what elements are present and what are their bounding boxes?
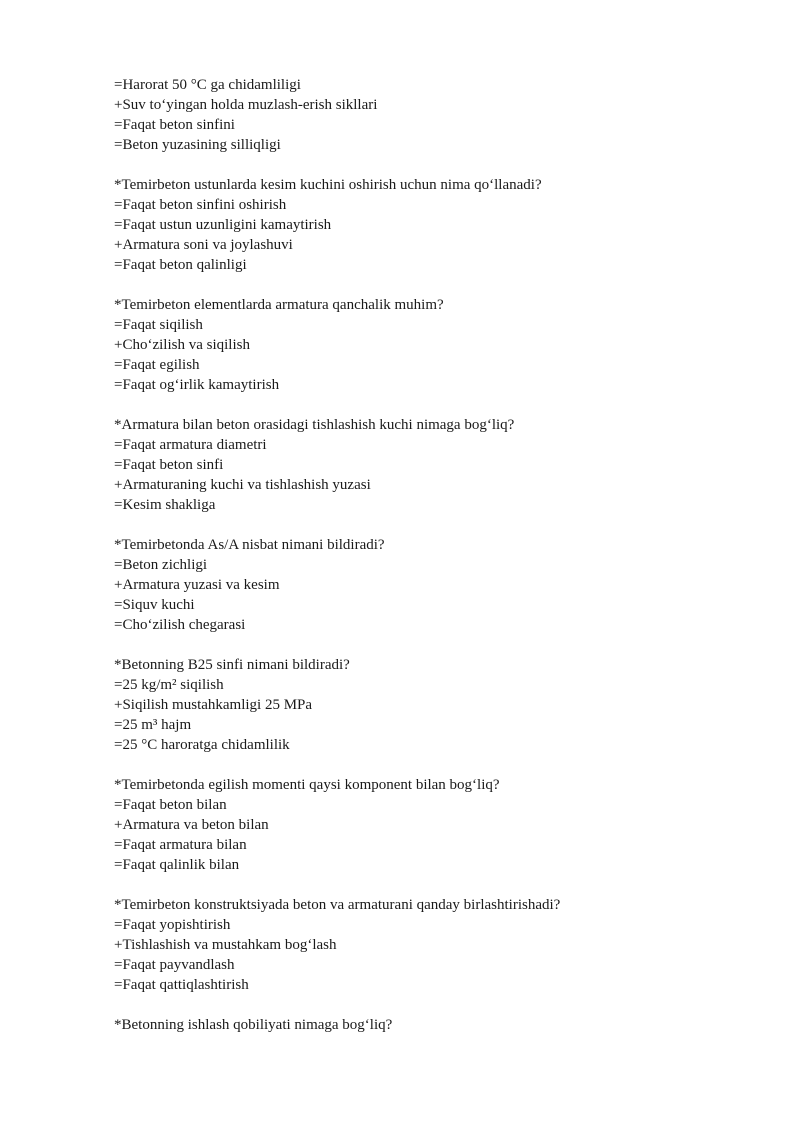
answer-option: =Faqat payvandlash xyxy=(114,957,235,973)
question-text: *Armatura bilan beton orasidagi tishlashish kuchi nimaga bog‘liq? xyxy=(114,417,515,433)
answer-option: =Faqat siqilish xyxy=(114,317,203,333)
answer-option: =Faqat beton sinfi xyxy=(114,457,224,473)
answer-option: =25 °C haroratga chidamlilik xyxy=(114,737,290,753)
answer-option: =Faqat qattiqlashtirish xyxy=(114,977,249,993)
question-text: *Betonning ishlash qobiliyati nimaga bog‘liq? xyxy=(114,1017,393,1033)
blank-line xyxy=(114,515,754,535)
answer-option: =Faqat beton bilan xyxy=(114,797,227,813)
answer-option-correct: +Armatura soni va joylashuvi xyxy=(114,237,293,253)
answer-option: =Cho‘zilish chegarasi xyxy=(114,617,246,633)
answer-option: =Beton yuzasining silliqligi xyxy=(114,137,281,153)
answer-option: =Faqat ustun uzunligini kamaytirish xyxy=(114,217,332,233)
answer-option: =Kesim shakliga xyxy=(114,497,216,513)
question-text: *Temirbeton konstruktsiyada beton va armaturani qanday birlashtirishadi? xyxy=(114,897,561,913)
question-text: *Temirbeton ustunlarda kesim kuchini oshirish uchun nima qo‘llanadi? xyxy=(114,177,542,193)
question-text: *Temirbetonda egilish momenti qaysi komponent bilan bog‘liq? xyxy=(114,777,500,793)
document-page xyxy=(114,75,754,1035)
answer-option: =Faqat armatura bilan xyxy=(114,837,247,853)
blank-line xyxy=(114,995,754,1015)
answer-option-correct: +Cho‘zilish va siqilish xyxy=(114,337,250,353)
answer-option-correct: +Armaturaning kuchi va tishlashish yuzasi xyxy=(114,477,371,493)
blank-line xyxy=(114,155,754,175)
answer-option: =Faqat og‘irlik kamaytirish xyxy=(114,377,280,393)
answer-option-correct: +Suv to‘yingan holda muzlash-erish sikllari xyxy=(114,97,378,113)
answer-option: =Siquv kuchi xyxy=(114,597,195,613)
blank-line xyxy=(114,875,754,895)
question-text: *Temirbeton elementlarda armatura qanchalik muhim? xyxy=(114,297,444,313)
answer-option: =Faqat egilish xyxy=(114,357,200,373)
answer-option: =25 m³ hajm xyxy=(114,717,192,733)
answer-option-correct: +Armatura va beton bilan xyxy=(114,817,269,833)
answer-option-correct: +Armatura yuzasi va kesim xyxy=(114,577,280,593)
answer-option: =25 kg/m² siqilish xyxy=(114,677,224,693)
answer-option: =Faqat beton qalinligi xyxy=(114,257,247,273)
blank-line xyxy=(114,275,754,295)
answer-option: =Faqat qalinlik bilan xyxy=(114,857,240,873)
answer-option: =Faqat beton sinfini xyxy=(114,117,235,133)
answer-option: =Faqat armatura diametri xyxy=(114,437,267,453)
blank-line xyxy=(114,635,754,655)
answer-option-correct: +Tishlashish va mustahkam bog‘lash xyxy=(114,937,337,953)
answer-option: =Faqat beton sinfini oshirish xyxy=(114,197,287,213)
blank-line xyxy=(114,755,754,775)
question-text: *Temirbetonda As/A nisbat nimani bildiradi? xyxy=(114,537,385,553)
answer-option: =Faqat yopishtirish xyxy=(114,917,231,933)
answer-option-correct: +Siqilish mustahkamligi 25 MPa xyxy=(114,697,313,713)
question-text: *Betonning B25 sinfi nimani bildiradi? xyxy=(114,657,350,673)
answer-option: =Harorat 50 °C ga chidamliligi xyxy=(114,77,301,93)
blank-line xyxy=(114,395,754,415)
answer-option: =Beton zichligi xyxy=(114,557,208,573)
